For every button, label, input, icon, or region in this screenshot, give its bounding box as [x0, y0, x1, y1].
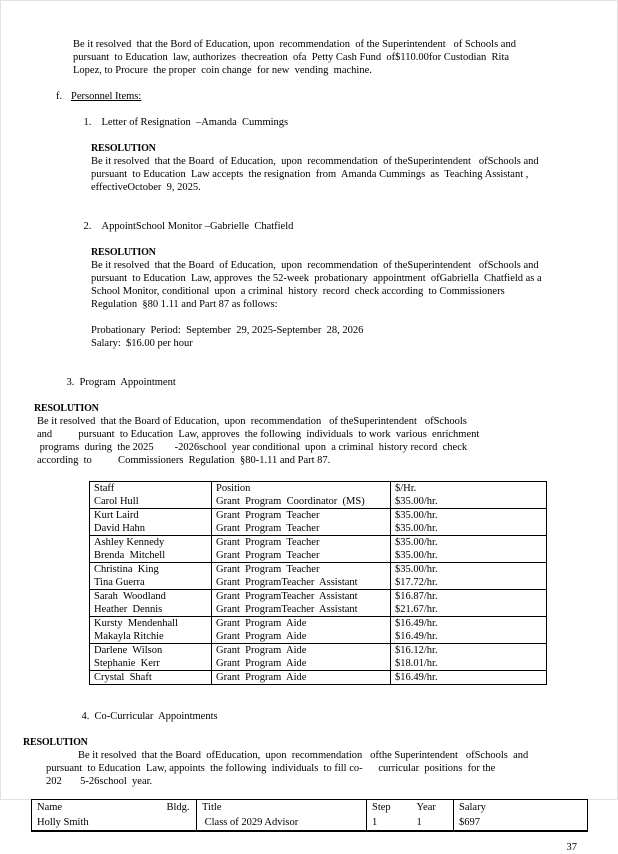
text-line: Be it resolved that the Board ofEducation, upon recommendation ofthe Superintendent ofSchools and: [78, 750, 529, 761]
table-cell: Grant Program Teacher: [212, 522, 391, 536]
table-cell: Bldg.: [166, 802, 190, 813]
table-row: [90, 630, 547, 644]
item-4-body: [46, 749, 617, 788]
table-cell: Name: [37, 802, 63, 813]
staff-table-header-row: [90, 482, 547, 496]
table-row: [90, 549, 547, 563]
table-cell: Grant Program Teacher: [212, 549, 391, 563]
staff-table: [89, 481, 547, 685]
text-line: and pursuant to Education Law, approves the following individuals to work various enrichment: [37, 429, 480, 440]
item-2-body: [91, 259, 617, 311]
table-cell: Grant Program Aide: [212, 644, 391, 658]
table-cell: Carol Hull: [94, 496, 139, 507]
table-row: [32, 815, 588, 831]
table-row: [90, 576, 547, 590]
table-cell: $35.00/hr.: [391, 495, 547, 509]
salary-line: Salary: $16.00 per hour: [91, 338, 193, 349]
table-row: [90, 603, 547, 617]
text-line: Be it resolved that the Board of Education, upon recommendation of theSuperintendent ofSchools: [37, 416, 467, 427]
item-2-heading: [73, 207, 617, 246]
table-cell: Class of 2029 Advisor: [197, 815, 367, 831]
table-cell: Salary: [454, 800, 588, 816]
text-line: pursuant to Education Law accepts the resignation from Amanda Cummings as Teaching Assistant ,: [91, 169, 529, 180]
table-row: [90, 590, 547, 604]
table-cell: Grant Program Teacher: [212, 563, 391, 577]
table-row: [90, 563, 547, 577]
table-cell: Grant ProgramTeacher Assistant: [212, 603, 391, 617]
table-cell: Brenda Mitchell: [94, 550, 166, 561]
cocurricular-header-row: [32, 800, 588, 816]
probationary-period-line: Probationary Period: September 29, 2025-September 28, 2026: [91, 325, 364, 336]
item-3-number: 3.: [66, 377, 75, 388]
item-2-details: [91, 324, 617, 350]
item-3-body: [37, 415, 617, 467]
table-cell: Kurt Laird: [90, 509, 212, 523]
table-cell: Grant Program Coordinator (MS): [212, 495, 391, 509]
table-cell: $16.12/hr.: [391, 644, 547, 658]
table-row: [90, 509, 547, 523]
table-row: [90, 644, 547, 658]
table-cell: Kursty Mendenhall: [90, 617, 212, 631]
table-cell: Grant Program Aide: [212, 617, 391, 631]
table-row: [90, 495, 547, 509]
text-line: Be it resolved that the Bord of Education, upon recommendation of the Superintendent of Schools and: [73, 39, 516, 50]
table-cell: 1: [416, 817, 422, 828]
page-number: 37: [566, 842, 577, 853]
table-cell: Staff: [94, 483, 115, 494]
item-4-title: Co-Curricular Appointments: [94, 711, 218, 722]
item-2-resolution-label: RESOLUTION: [91, 247, 156, 258]
item-3-resolution-label: RESOLUTION: [34, 403, 99, 414]
table-row: [90, 657, 547, 671]
table-cell: Makayla Ritchie: [94, 631, 164, 642]
text-line: Be it resolved that the Board of Education, upon recommendation of theSuperintendent ofSchools and: [91, 260, 539, 271]
item-1-title: Letter of Resignation –Amanda Cummings: [101, 117, 289, 128]
table-cell: Grant Program Teacher: [212, 509, 391, 523]
table-cell: Sarah Woodland: [90, 590, 212, 604]
table-cell: Grant ProgramTeacher Assistant: [212, 576, 391, 590]
text-line: according to Commissioners Regulation §80-1.11 and Part 87.: [37, 455, 331, 466]
item-3-title: Program Appointment: [79, 377, 176, 388]
intro-paragraph: [73, 38, 617, 77]
table-cell: Step: [367, 800, 412, 816]
table-cell: $/Hr.: [391, 482, 547, 496]
table-row: [90, 536, 547, 550]
table-cell: $35.00/hr.: [391, 522, 547, 536]
text-line: 202 5-26school year.: [46, 776, 153, 787]
table-cell: Heather Dennis: [94, 604, 163, 615]
table-cell: $697: [454, 815, 588, 831]
table-cell: Darlene Wilson: [90, 644, 212, 658]
table-cell: 1: [367, 815, 412, 831]
item-3-heading: [56, 363, 617, 402]
item-2-number: 2.: [83, 221, 92, 232]
text-line: School Monitor, conditional upon a criminal history record check according to Commissioners: [91, 286, 505, 297]
section-letter: f.: [56, 91, 63, 102]
table-row: [90, 522, 547, 536]
table-cell: $21.67/hr.: [391, 603, 547, 617]
table-cell: Ashley Kennedy: [90, 536, 212, 550]
table-cell: Grant Program Aide: [212, 671, 391, 685]
section-title: Personnel Items:: [71, 91, 142, 102]
section-personnel-items: [56, 90, 617, 103]
item-1-resolution-label: RESOLUTION: [91, 143, 156, 154]
item-4-resolution-label: RESOLUTION: [23, 737, 88, 748]
table-cell: Year: [416, 802, 436, 813]
table-cell: $16.49/hr.: [391, 671, 547, 685]
table-cell: [162, 815, 197, 831]
table-cell: Grant Program Aide: [212, 630, 391, 644]
table-cell: David Hahn: [94, 523, 146, 534]
table-cell: Title: [197, 800, 367, 816]
item-4-heading: [71, 697, 617, 736]
item-2-title: AppointSchool Monitor –Gabrielle Chatfield: [101, 221, 294, 232]
table-cell: Crystal Shaft: [90, 671, 212, 685]
text-line: pursuant to Education law, authorizes thecreation ofa Petty Cash Fund of$110.00for Custodian Rita: [73, 52, 510, 63]
item-1-heading: [73, 103, 617, 142]
table-cell: Grant Program Teacher: [212, 536, 391, 550]
table-cell: $18.01/hr.: [391, 657, 547, 671]
text-line: Lopez, to Procure the proper coin change for new vending machine.: [73, 65, 372, 76]
table-row: [90, 617, 547, 631]
table-cell: $16.49/hr.: [391, 617, 547, 631]
text-line: Regulation §80 1.11 and Part 87 as follows:: [91, 299, 278, 310]
table-cell: $16.87/hr.: [391, 590, 547, 604]
table-cell: $35.00/hr.: [391, 509, 547, 523]
table-cell: Position: [212, 482, 391, 496]
item-1-body: [91, 155, 617, 194]
text-line: Be it resolved that the Board of Education, upon recommendation of theSuperintendent ofSchools and: [91, 156, 539, 167]
table-cell: $16.49/hr.: [391, 630, 547, 644]
cocurricular-table: [31, 799, 588, 832]
table-cell: Holly Smith: [37, 817, 89, 828]
table-cell: Grant ProgramTeacher Assistant: [212, 590, 391, 604]
text-line: effectiveOctober 9, 2025.: [91, 182, 201, 193]
table-cell: Grant Program Aide: [212, 657, 391, 671]
table-cell: Tina Guerra: [94, 577, 145, 588]
table-cell: $35.00/hr.: [391, 563, 547, 577]
table-row: [90, 671, 547, 685]
text-line: pursuant to Education Law, appoints the following individuals to fill co- curricular positions for the: [46, 763, 496, 774]
text-line: pursuant to Education Law, approves the 52-week probationary appointment ofGabriella Chatfield as a: [91, 273, 542, 284]
item-1-number: 1.: [83, 117, 92, 128]
table-cell: Stephanie Kerr: [94, 658, 160, 669]
text-line: programs during the 2025 -2026school year conditional upon a criminal history record check: [37, 442, 468, 453]
table-cell: $35.00/hr.: [391, 536, 547, 550]
table-cell: $17.72/hr.: [391, 576, 547, 590]
table-cell: Christina King: [90, 563, 212, 577]
table-cell: $35.00/hr.: [391, 549, 547, 563]
item-4-number: 4.: [81, 711, 90, 722]
